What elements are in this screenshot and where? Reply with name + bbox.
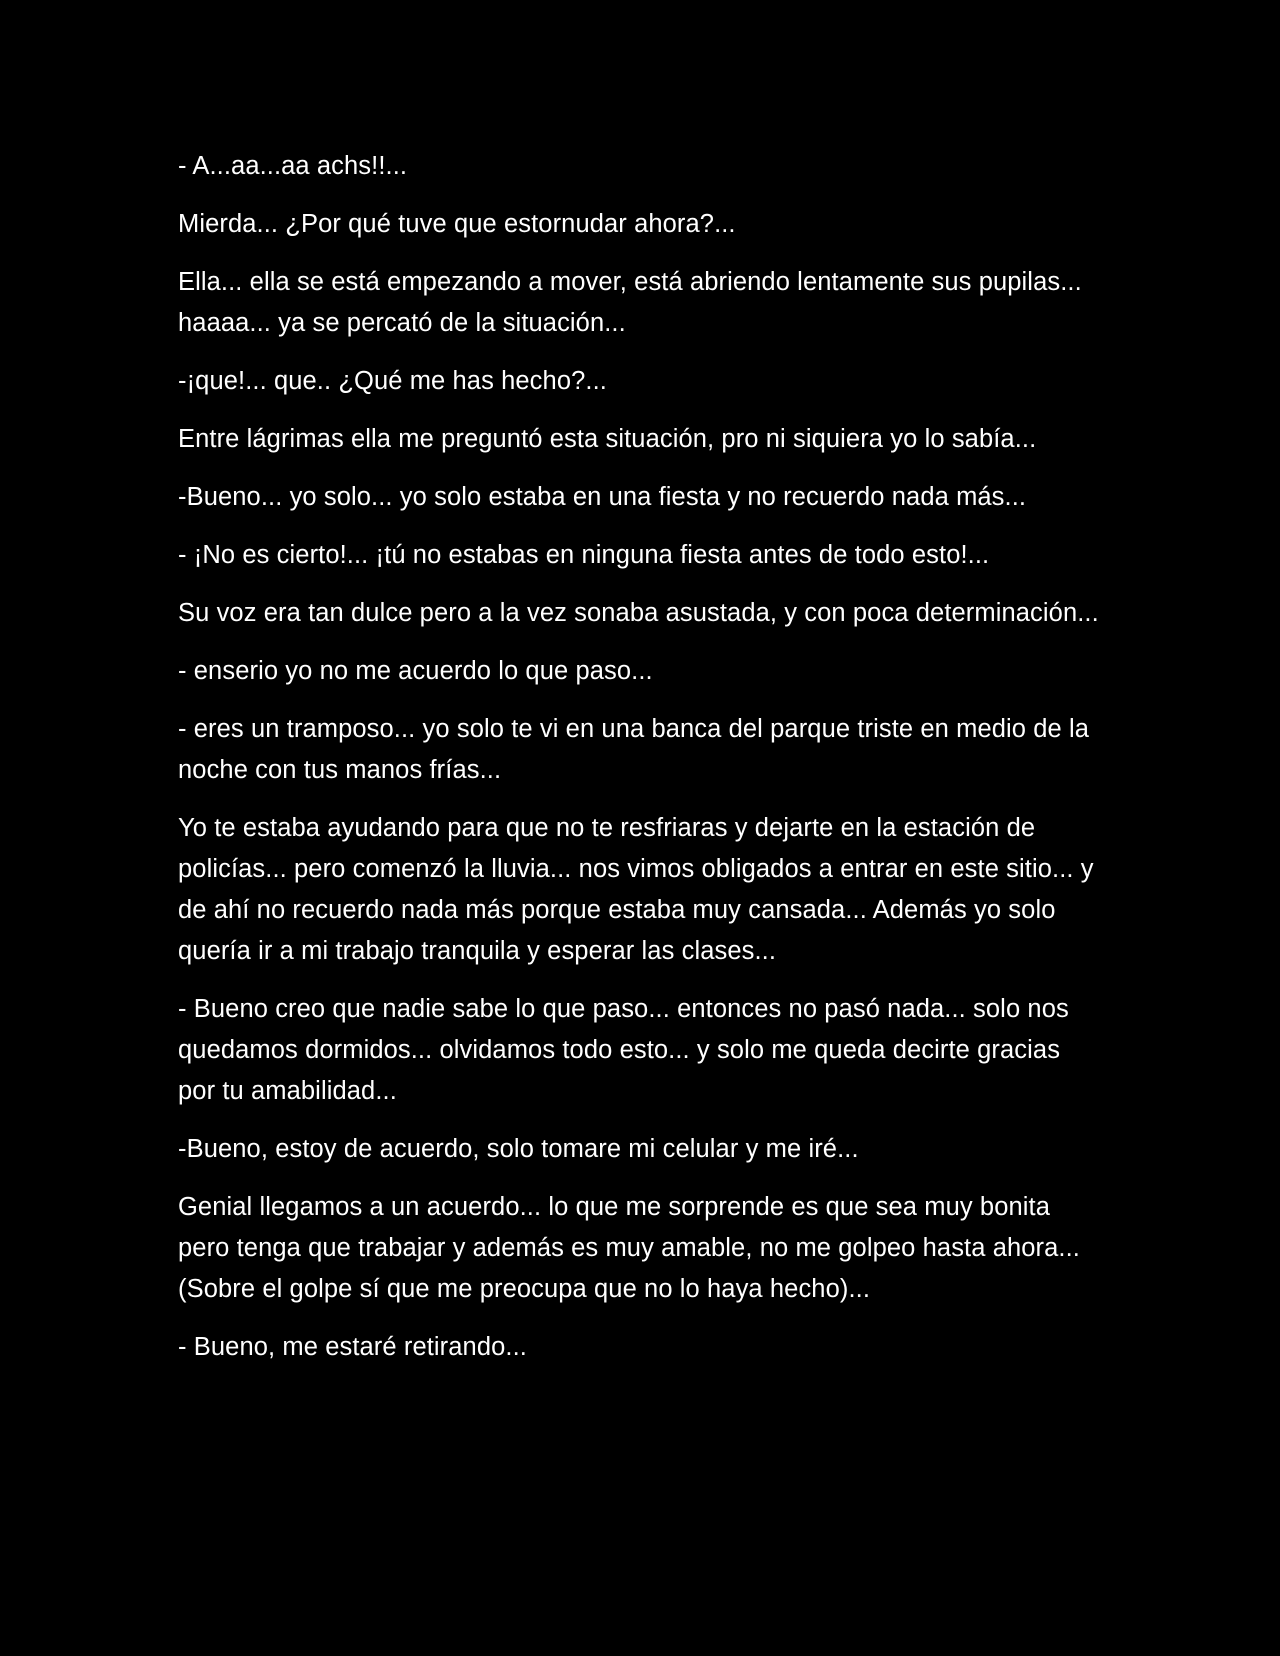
paragraph-4: -¡que!... que.. ¿Qué me has hecho?... — [178, 367, 607, 395]
paragraph-6: -Bueno... yo solo... yo solo estaba en una fiesta y no recuerdo nada más... — [178, 483, 1027, 511]
paragraph-14: Genial llegamos a un acuerdo... lo que me sorprende es que sea muy bonita pero tenga que trabajar y además es muy amable, no me golpeo hasta ahora... (Sobre el golpe sí que me preocupa que no lo haya hecho)... — [178, 1193, 1080, 1303]
paragraph-11: Yo te estaba ayudando para que no te resfriaras y dejarte en la estación de policías... pero comenzó la lluvia... nos vimos obligados a entrar en este sitio... y de ahí no recuerdo nada más porque estaba muy cansada... Además yo solo quería ir a mi trabajo tranquila y esperar las clases... — [178, 814, 1094, 965]
paragraph-8: Su voz era tan dulce pero a la vez sonaba asustada, y con poca determinación... — [178, 599, 1099, 627]
paragraph-15: - Bueno, me estaré retirando... — [178, 1333, 527, 1361]
paragraph-10: - eres un tramposo... yo solo te vi en una banca del parque triste en medio de la noche con tus manos frías... — [178, 715, 1090, 784]
paragraph-3: Ella... ella se está empezando a mover, está abriendo lentamente sus pupilas... haaaa... ya se percató de la situación... — [178, 268, 1082, 337]
paragraph-7: - ¡No es cierto!... ¡tú no estabas en ninguna fiesta antes de todo esto!... — [178, 541, 990, 569]
document-body — [178, 146, 1103, 1385]
paragraph-9: - enserio yo no me acuerdo lo que paso... — [178, 657, 653, 685]
paragraph-12: - Bueno creo que nadie sabe lo que paso... entonces no pasó nada... solo nos quedamos dormidos... olvidamos todo esto... y solo me queda decirte gracias por tu amabilidad... — [178, 995, 1069, 1105]
paragraph-2: Mierda... ¿Por qué tuve que estornudar ahora?... — [178, 210, 736, 238]
paragraph-13: -Bueno, estoy de acuerdo, solo tomare mi celular y me iré... — [178, 1135, 859, 1163]
paragraph-1: - A...aa...aa achs!!... — [178, 152, 408, 180]
paragraph-5: Entre lágrimas ella me preguntó esta situación, pro ni siquiera yo lo sabía... — [178, 425, 1037, 453]
